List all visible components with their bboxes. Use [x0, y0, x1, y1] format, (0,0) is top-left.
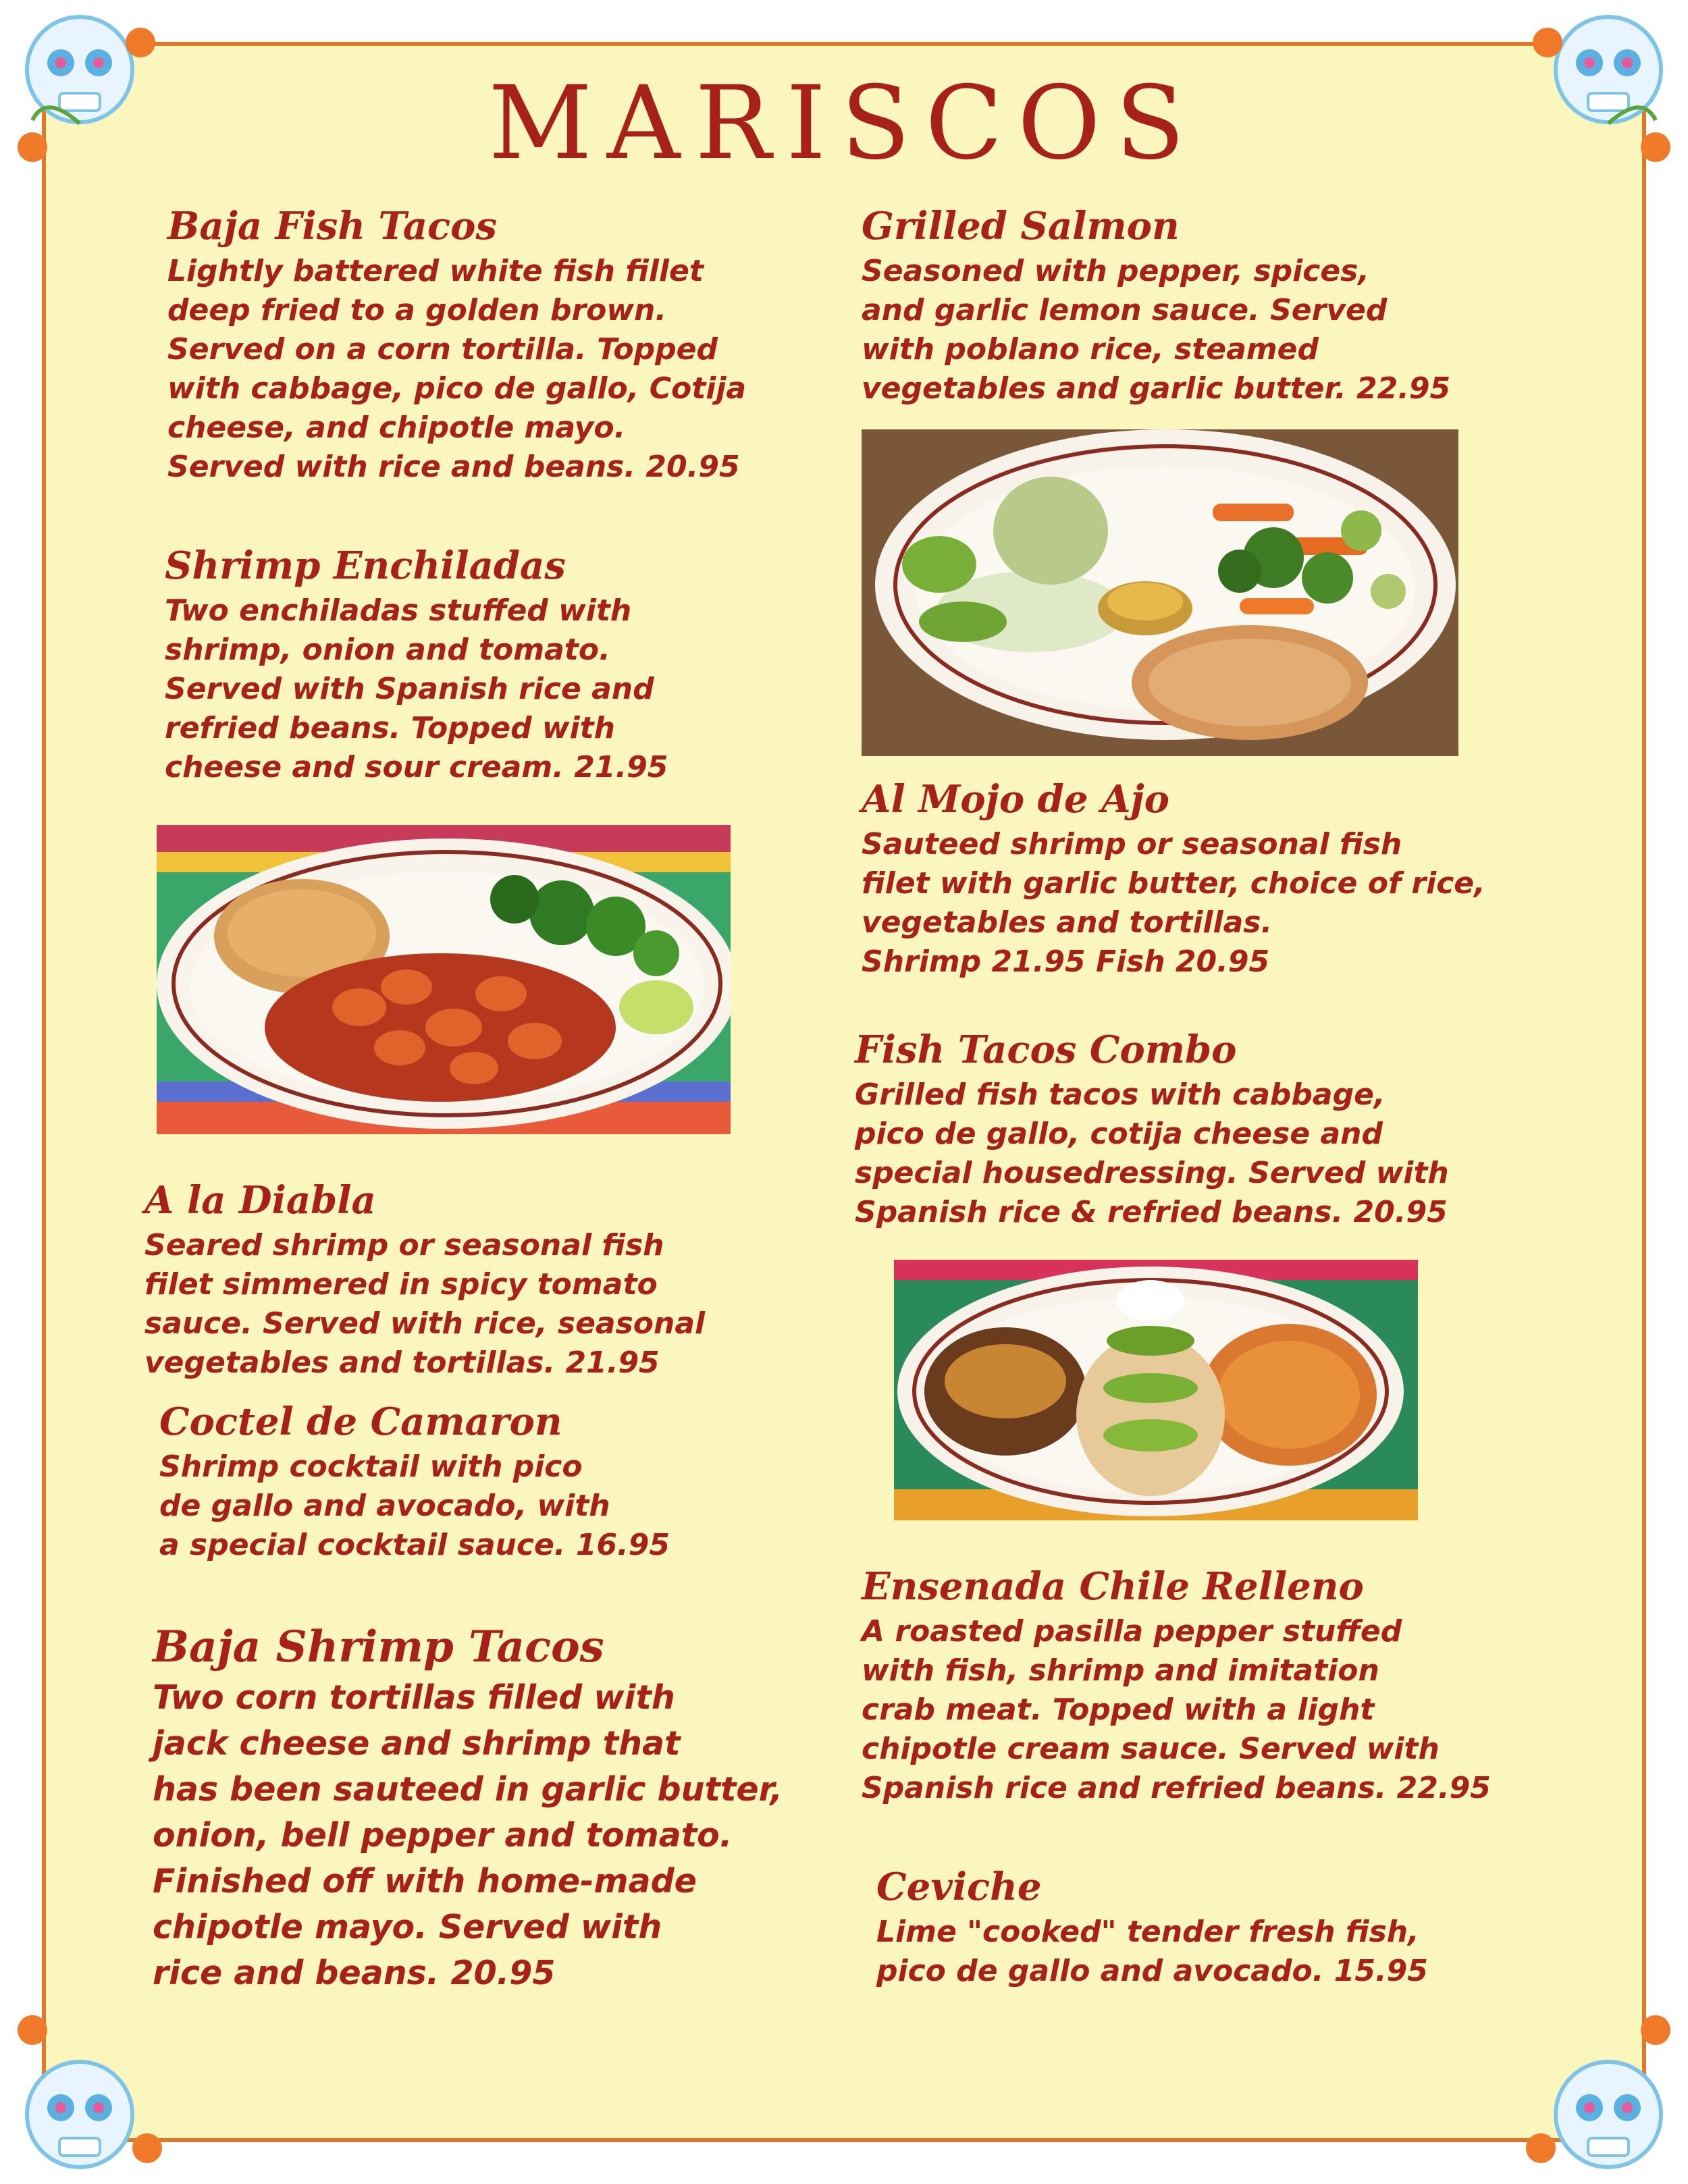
item-name: Al Mojo de Ajo	[862, 777, 1170, 822]
item-description: Shrimp cocktail with pico de gallo and avocado, with a special cocktail sauce. 16.95	[159, 1449, 670, 1562]
item-name: Coctel de Camaron	[159, 1400, 562, 1444]
bottom-left-skull-decoration-icon	[5, 2003, 181, 2179]
item-description: Seared shrimp or seasonal fish filet simmered in spicy tomato sauce. Served with rice, seasonal vegetables and tortillas. 21.95	[144, 1227, 706, 1380]
menu-item-baja-shrimp-tacos	[153, 1624, 783, 1996]
item-description: Grilled fish tacos with cabbage, pico de gallo, cotija cheese and special housedressing. Served with Spanish rice & refried beans. 20.95	[855, 1077, 1449, 1229]
menu-item-al-mojo-de-ajo	[862, 779, 1485, 982]
item-description: Two corn tortillas filled with jack cheese and shrimp that has been sauteed in garlic butter, onion, bell pepper and tomato. Finished off with home-made chipotle mayo. Served with rice and beans. 20.95	[153, 1678, 783, 1993]
item-name: Shrimp Enchiladas	[165, 543, 566, 588]
top-left-skull-decoration-icon	[5, 5, 181, 181]
menu-item-grilled-salmon	[862, 206, 1450, 408]
menu-item-baja-fish-tacos	[167, 206, 746, 487]
menu-item-ensenada-chile-relleno	[862, 1566, 1491, 1808]
page-title: MARISCOS	[488, 65, 1200, 182]
menu-item-a-la-diabla	[144, 1180, 705, 1383]
item-name: Ceviche	[876, 1865, 1042, 1909]
item-name: Grilled Salmon	[862, 204, 1180, 248]
item-description: A roasted pasilla pepper stuffed with fish, shrimp and imitation crab meat. Topped with a light chipotle cream sauce. Served with Spanish rice and refried beans. 22.95	[862, 1614, 1491, 1805]
menu-item-shrimp-enchiladas	[165, 545, 668, 787]
item-name: Fish Tacos Combo	[855, 1028, 1237, 1072]
menu-item-coctel-de-camaron	[159, 1402, 670, 1565]
item-description: Sauteed shrimp or seasonal fish filet with garlic butter, choice of rice, vegetables and tortillas. Shrimp 21.95 Fish 20.95	[862, 826, 1485, 979]
item-name: Baja Fish Tacos	[167, 204, 498, 248]
item-name: Ensenada Chile Relleno	[862, 1564, 1364, 1609]
item-description: Two enchiladas stuffed with shrimp, onion and tomato. Served with Spanish rice and refried beans. Topped with cheese and sour cream. 21.95	[165, 593, 668, 784]
shrimp-plate-photo	[157, 825, 731, 1134]
fish-tacos-combo-photo	[894, 1260, 1418, 1520]
menu-item-ceviche	[876, 1867, 1428, 1991]
item-description: Lime "cooked" tender fresh fish, pico de gallo and avocado. 15.95	[876, 1914, 1428, 1988]
bottom-right-skull-decoration-icon	[1507, 2003, 1683, 2179]
salmon-plate-photo	[862, 429, 1458, 756]
item-description: Seasoned with pepper, spices, and garlic lemon sauce. Served with poblano rice, steamed vegetables and garlic butter. 22.95	[862, 253, 1451, 406]
menu-item-fish-tacos-combo	[855, 1030, 1449, 1232]
item-description: Lightly battered white fish fillet deep fried to a golden brown. Served on a corn tortilla. Topped with cabbage, pico de gallo, Cotija cheese, and chipotle mayo. Served with rice and beans. 20.95	[167, 253, 747, 484]
item-name: Baja Shrimp Tacos	[153, 1622, 604, 1672]
item-name: A la Diabla	[144, 1178, 376, 1223]
top-right-skull-decoration-icon	[1507, 5, 1683, 181]
